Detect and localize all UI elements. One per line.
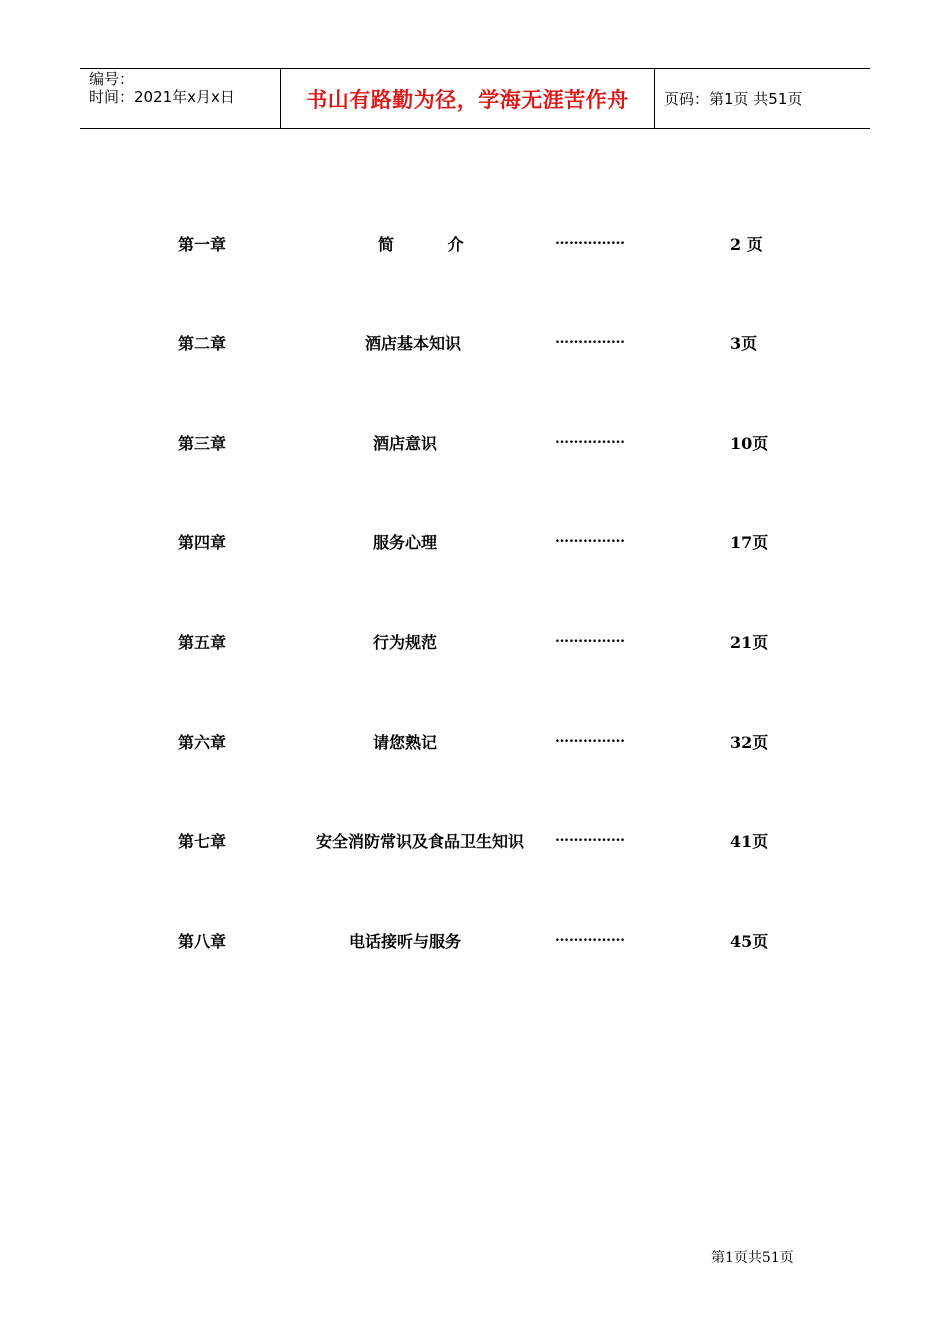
motto-text: 书山有路勤为径，学海无涯苦作舟	[306, 87, 629, 112]
toc-dots: ……………	[555, 730, 625, 746]
toc-row	[0, 431, 950, 455]
toc-row	[0, 630, 950, 654]
toc-chapter: 第六章	[178, 733, 227, 752]
page-footer: 第1页共51页	[711, 1250, 794, 1266]
toc-dots: ……………	[555, 530, 625, 546]
toc-dots: ……………	[555, 829, 625, 845]
page-info: 页码：第1页 共51页	[664, 90, 803, 108]
toc-chapter: 第二章	[178, 334, 227, 353]
toc-row	[0, 232, 950, 256]
toc-page: 41页	[730, 832, 769, 851]
toc-dots: ……………	[555, 630, 625, 646]
toc-dots: ……………	[555, 331, 625, 347]
toc-page: 32页	[730, 733, 769, 752]
toc-title: 酒店基本知识	[364, 334, 461, 353]
toc-page: 17页	[730, 533, 769, 552]
toc-dots: ……………	[555, 929, 625, 945]
toc-chapter: 第三章	[178, 434, 227, 453]
header-page-cell	[655, 69, 870, 128]
toc-page: 2 页	[730, 235, 763, 254]
document-header	[80, 68, 870, 129]
toc-dots: ……………	[555, 431, 625, 447]
toc-row	[0, 829, 950, 853]
toc-chapter: 第八章	[178, 932, 227, 951]
toc-page: 10页	[730, 434, 769, 453]
toc-page: 45页	[730, 932, 769, 951]
toc-title: 服务心理	[372, 533, 437, 552]
toc-chapter: 第一章	[178, 235, 227, 254]
toc-row	[0, 730, 950, 754]
toc-chapter: 第七章	[178, 832, 227, 851]
header-meta-cell	[80, 69, 281, 128]
toc-row	[0, 331, 950, 355]
toc-title: 电话接听与服务	[348, 932, 461, 951]
toc-title: 请您熟记	[372, 733, 437, 752]
toc-chapter: 第四章	[178, 533, 227, 552]
toc-title: 酒店意识	[372, 434, 437, 453]
date-label: 时间：2021年x月x日	[89, 88, 235, 106]
toc-page: 21页	[730, 633, 769, 652]
header-motto-cell	[281, 69, 655, 128]
toc-dots: ……………	[555, 232, 625, 248]
toc-title: 行为规范	[372, 633, 437, 652]
toc-chapter: 第五章	[178, 633, 227, 652]
number-label: 编号：	[89, 70, 135, 88]
toc-row	[0, 929, 950, 953]
toc-page: 3页	[730, 334, 758, 353]
toc-title: 简 介	[378, 235, 488, 254]
toc-title: 安全消防常识及食品卫生知识	[315, 832, 524, 851]
toc-row	[0, 530, 950, 554]
